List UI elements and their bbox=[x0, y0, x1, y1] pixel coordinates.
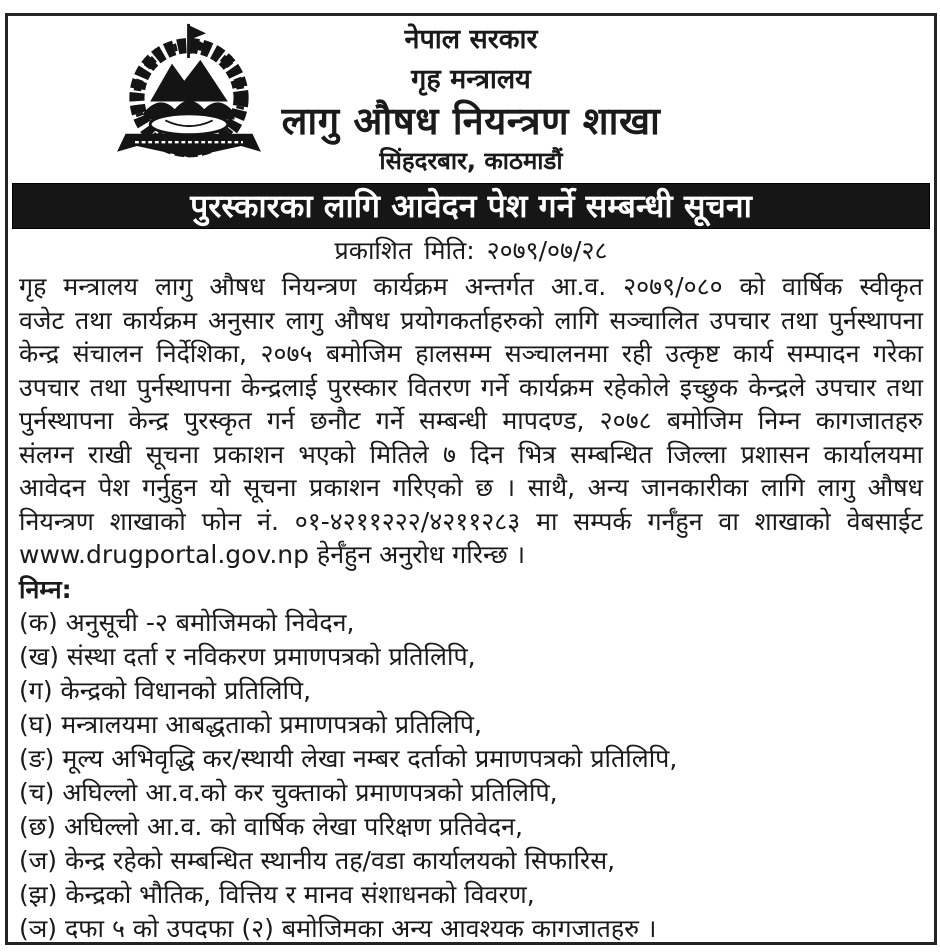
body-line-website: www.drugportal.gov.np हेर्नँहुन अनुरोध गरिन्छ । bbox=[19, 540, 526, 569]
list-item: (ञ) दफा ५ को उपदफा (२) बमोजिमका अन्य आवश्यक कागजातहरु । bbox=[19, 913, 657, 943]
list-item: (च) अघिल्लो आ.व.को कर चुक्ताको प्रमाणपत्रको प्रतिलिपि, bbox=[19, 777, 558, 807]
list-item: (ख) संस्था दर्ता र नविकरण प्रमाणपत्रको प्रतिलिपि, bbox=[19, 641, 476, 671]
body-line: वजेट तथा कार्यक्रम अनुसार लागु औषध प्रयोगकर्ताहरुको लागि सञ्चालित उपचार तथा पुर्नस्थापना bbox=[19, 305, 923, 335]
notice-title-banner: पुरस्कारका लागि आवेदन पेश गर्ने सम्बन्धी सूचना bbox=[12, 183, 930, 229]
list-heading: निम्न: bbox=[19, 574, 72, 604]
notice-body bbox=[8, 267, 934, 572]
ministry-name: गृह मन्त्रालय bbox=[411, 64, 531, 95]
body-line: उपचार तथा पुर्नस्थापना केन्द्रलाई पुरस्कार वितरण गर्ने कार्यक्रम रहेकोले इच्छुक केन्द्रले उपचार तथा bbox=[19, 372, 923, 402]
division-name: लागु औषध नियन्त्रण शाखा bbox=[281, 99, 661, 143]
published-date-value: २०७९/०७/२८ bbox=[486, 236, 608, 265]
body-line: गृह मन्त्रालय लागु औषध नियन्त्रण कार्यक्रम अन्तर्गत आ.व. २०७९/०८० को वार्षिक स्वीकृत bbox=[19, 272, 923, 301]
list-item: (घ) मन्त्रालयमा आबद्धताको प्रमाणपत्रको प्रतिलिपि, bbox=[19, 709, 482, 739]
published-date-line bbox=[8, 235, 934, 267]
body-line: पुर्नस्थापना केन्द्र पुरस्कृत गर्न छनौट गर्ने सम्बन्धी मापदण्ड, २०७८ बमोजिम निम्न कागजातहरु bbox=[19, 406, 923, 435]
body-line: नियन्त्रण शाखाको फोन नं. ०१-४२११२२२/४२११२८३ मा सम्पर्क गर्नँहुन वा शाखाको वेबसाईट bbox=[19, 506, 923, 536]
government-name: नेपाल सरकार bbox=[404, 24, 538, 55]
office-address: सिंहदरबार, काठमाडौं bbox=[379, 147, 563, 175]
document-frame bbox=[5, 13, 937, 945]
list-item: (ङ) मूल्य अभिवृद्धि कर/स्थायी लेखा नम्बर दर्ताको प्रमाणपत्रको प्रतिलिपि, bbox=[19, 743, 678, 773]
document-header bbox=[8, 16, 934, 176]
list-item: (ज) केन्द्र रहेको सम्बन्धित स्थानीय तह/वडा कार्यालयको सिफारिस, bbox=[19, 845, 616, 875]
body-line: आवेदन पेश गर्नुहुन यो सूचना प्रकाशन गरिएको छ । साथै, अन्य जानकारीका लागि लागु औषध bbox=[19, 473, 923, 502]
list-item: (झ) केन्द्रको भौतिक, वित्तिय र मानव संशाधनको विवरण, bbox=[19, 879, 535, 909]
list-item: (छ) अघिल्लो आ.व. को वार्षिक लेखा परिक्षण प्रतिवेदन, bbox=[19, 811, 523, 841]
body-line: केन्द्र संचालन निर्देशिका, २०७५ बमोजिम हालसम्म सञ्चालनमा रही उत्कृष्ट कार्य सम्पादन गरेका bbox=[19, 339, 923, 368]
list-item: (क) अनुसूची -२ बमोजिमको निवेदन, bbox=[19, 607, 355, 637]
published-date-label: प्रकाशित मिति: bbox=[334, 236, 475, 265]
body-line: संलग्न राखी सूचना प्रकाशन भएको मितिले ७ दिन भित्र सम्बन्धित जिल्ला प्रशासन कार्यालयमा bbox=[19, 439, 923, 469]
nepal-government-emblem-icon bbox=[108, 22, 270, 164]
required-documents-list bbox=[8, 606, 934, 946]
list-item: (ग) केन्द्रको विधानको प्रतिलिपि, bbox=[19, 675, 312, 705]
